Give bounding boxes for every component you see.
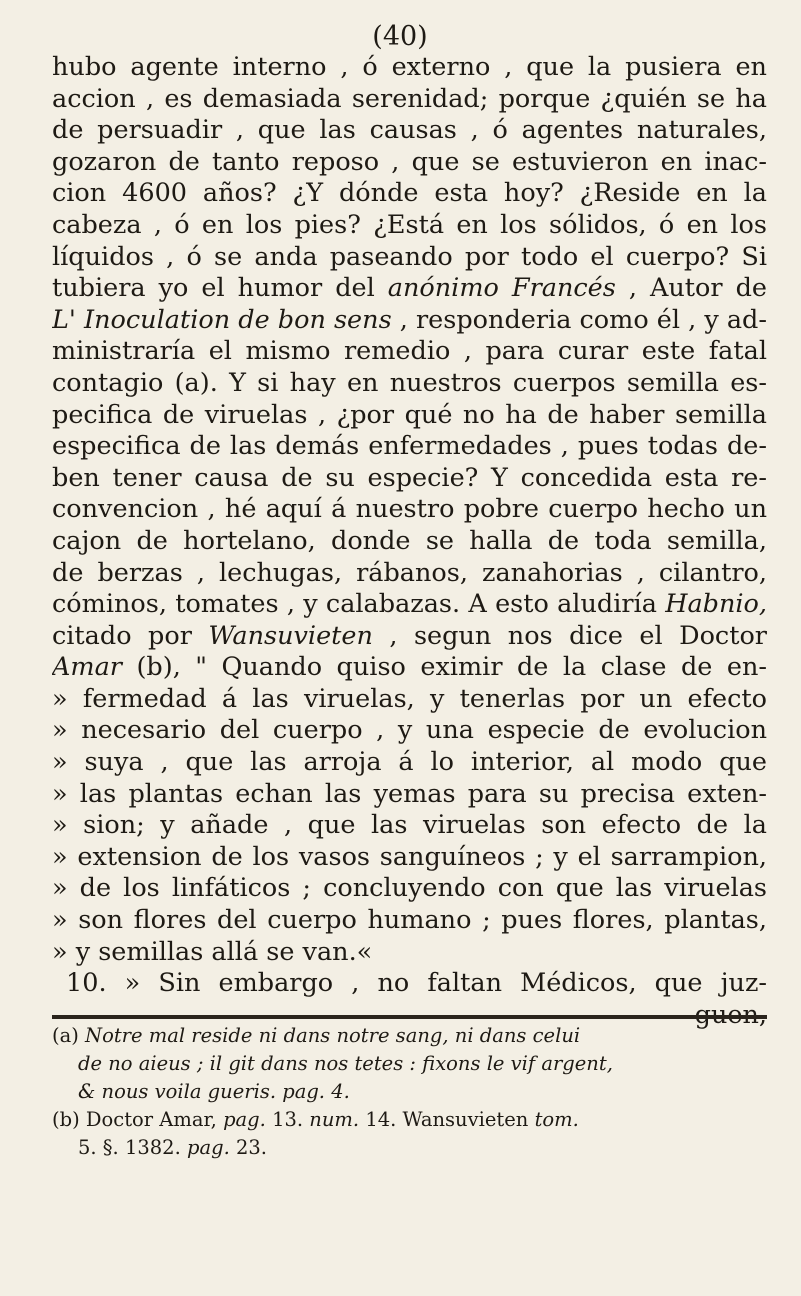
text-line: L' Inoculation de bon sens , responderia como él , y ad- (52, 304, 767, 335)
text-line: citado por Wansuvieten , segun nos dice el Doctor (52, 620, 767, 651)
quote-line: » fermedad á las viruelas, y tenerlas por un efecto (52, 683, 767, 714)
text-line: convencion , hé aquí á nuestro pobre cuerpo hecho un (52, 494, 767, 525)
page-number: (40) (372, 21, 428, 52)
text-line: de berzas , lechugas, rábanos, zanahorias , cilantro, (52, 557, 767, 588)
quote-line: » extension de los vasos sanguíneos ; y el sarrampion, (52, 841, 767, 872)
catchword: guen, (694, 999, 767, 1030)
footnote-a: (a) Notre mal reside ni dans notre sang, ni dans celui (52, 1024, 581, 1047)
footnote-b-cont: 5. §. 1382. pag. 23. (78, 1136, 267, 1159)
italic-name: Habnio, (665, 589, 767, 620)
text-line: contagio (a). Y si hay en nuestros cuerpos semilla es- (52, 367, 767, 398)
text-line: cajon de hortelano, donde se halla de toda semilla, (52, 525, 767, 556)
text-line: especifica de las demás enfermedades , pues todas de- (52, 431, 767, 462)
italic-name: Wansuvieten (208, 620, 373, 651)
main-text (52, 52, 767, 1031)
text-line: gozaron de tanto reposo , que se estuvieron en inac- (52, 146, 767, 177)
text-line: cion 4600 años? ¿Y dónde esta hoy? ¿Reside en la (52, 178, 767, 209)
text-line: accion , es demasiada serenidad; porque ¿quién se ha (52, 83, 767, 114)
quote-line: » sion; y añade , que las viruelas son efecto de la (52, 810, 767, 841)
text-line: líquidos , ó se anda paseando por todo el cuerpo? Si (52, 241, 767, 272)
quote-line: » y semillas allá se van.« (52, 936, 373, 967)
quote-line: » necesario del cuerpo , y una especie de evolucion (52, 715, 767, 746)
italic-title: anónimo Francés (387, 273, 616, 304)
footnote-rule (52, 1015, 767, 1019)
text-line: cabeza , ó en los pies? ¿Está en los sólidos, ó en los (52, 209, 767, 240)
text-line: pecifica de viruelas , ¿por qué no ha de haber semilla (52, 399, 767, 430)
footnotes (52, 1022, 767, 1162)
quote-line: » son flores del cuerpo humano ; pues flores, plantas, (52, 905, 767, 936)
text-line: cóminos, tomates , y calabazas. A esto aludiría Habnio, (52, 589, 767, 620)
footnote-b: (b) Doctor Amar, pag. 13. num. 14. Wansuvieten tom. (52, 1108, 579, 1131)
text-line: ben tener causa de su especie? Y concedida esta re- (52, 462, 767, 493)
text-line: tubiera yo el humor del anónimo Francés , Autor de (52, 273, 767, 304)
text-line: de persuadir , que las causas , ó agentes naturales, (52, 115, 767, 146)
quote-line: » suya , que las arroja á lo interior, al modo que (52, 747, 767, 778)
quote-line: » las plantas echan las yemas para su precisa exten- (52, 778, 767, 809)
text-line: ministraría el mismo remedio , para curar este fatal (52, 336, 767, 367)
italic-title: L' Inoculation de bon sens (52, 304, 392, 335)
text-line: Amar (b), " Quando quiso eximir de la clase de en- (52, 652, 767, 683)
quote-line: » de los linfáticos ; concluyendo con que las viruelas (52, 873, 767, 904)
footnote-a-cont: de no aieus ; il git dans nos tetes : fixons le vif argent, (78, 1052, 613, 1075)
paragraph-start: 10. » Sin embargo , no faltan Médicos, que juz- (66, 968, 767, 999)
italic-name: Amar (52, 652, 122, 683)
text-line: hubo agente interno , ó externo , que la pusiera en (52, 52, 767, 82)
footnote-a-cont: & nous voila gueris. pag. 4. (78, 1080, 350, 1103)
